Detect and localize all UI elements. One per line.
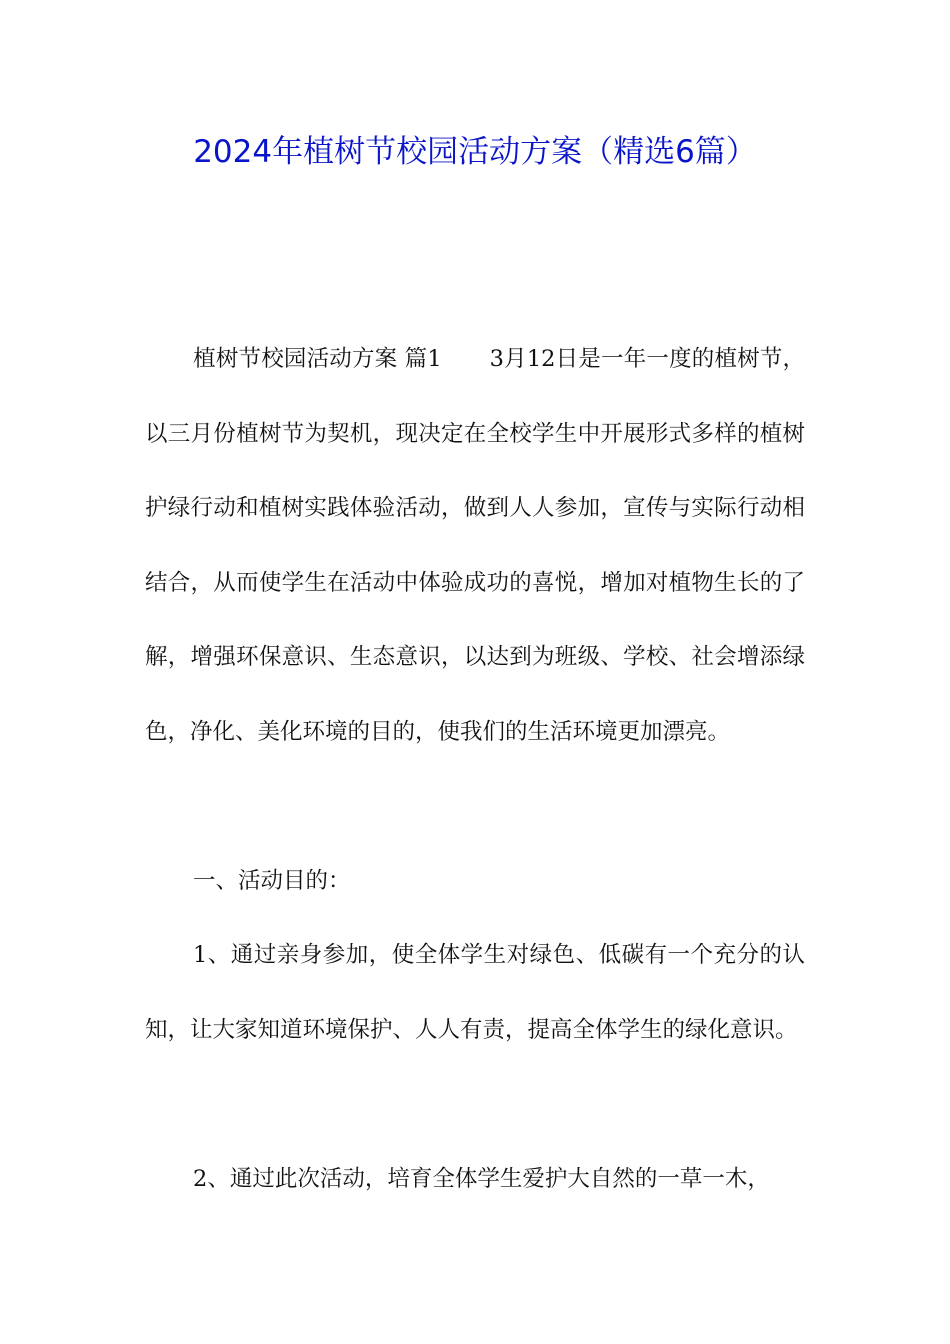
purpose-item-1 xyxy=(145,918,805,1067)
heading-paragraph xyxy=(145,844,805,919)
heading-activity-purpose: 一、活动目的： xyxy=(193,868,351,894)
document-title: 2024年植树节校园活动方案（精选6篇） xyxy=(193,134,757,170)
section-label: 植树节校园活动方案 篇1 xyxy=(193,346,442,372)
intro-paragraph-text: 3月12日是一年一度的植树节，以三月份植树节为契机，现决定在全校学生中开展形式多样的植树护绿行动和植树实践体验活动，做到人人参加，宣传与实际行动相结合，从而使学生在活动中体验成功的喜悦，增加对植物生长的了解，增强环保意识、生态意识，以达到为班级、学校、社会增添绿色，净化、美化环境的目的，使我们的生活环境更加漂亮。 xyxy=(145,346,805,745)
purpose-item-1-text: 1、通过亲身参加，使全体学生对绿色、低碳有一个充分的认知，让大家知道环境保护、人人有责，提高全体学生的绿化意识。 xyxy=(145,942,805,1043)
purpose-item-2-text: 2、通过此次活动，培育全体学生爱护大自然的一草一木， xyxy=(193,1166,770,1192)
intro-paragraph xyxy=(145,322,805,769)
purpose-item-2 xyxy=(145,1142,805,1217)
